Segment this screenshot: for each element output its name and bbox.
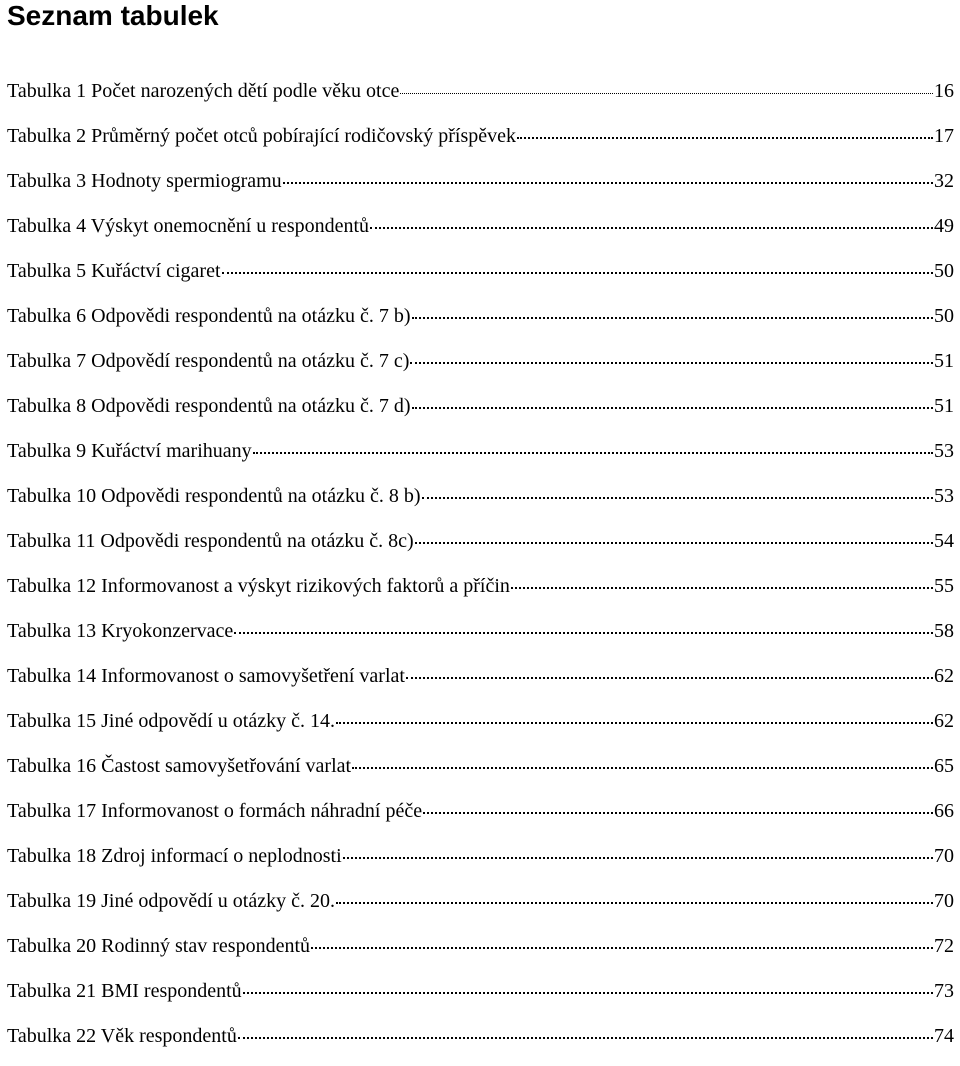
list-item[interactable] [7,481,954,526]
entry-page-number: 54 [934,530,954,552]
list-item[interactable] [7,616,954,661]
entry-label: Tabulka 9 Kuřáctví marihuany [7,440,252,462]
dot-leader [238,1037,933,1039]
dot-leader [517,137,933,139]
entry-page-number: 32 [934,170,954,192]
table-list [7,32,954,1066]
dot-leader [415,542,933,544]
list-item[interactable] [7,931,954,976]
list-item[interactable] [7,1021,954,1066]
entry-page-number: 50 [934,260,954,282]
dot-leader [400,93,933,94]
entry-page-number: 72 [934,935,954,957]
entry-page-number: 53 [934,440,954,462]
dot-leader [410,362,933,364]
entry-page-number: 66 [934,800,954,822]
entry-label: Tabulka 17 Informovanost o formách náhradní péče [7,800,423,822]
list-item[interactable] [7,886,954,931]
dot-leader [311,947,933,949]
entry-label: Tabulka 14 Informovanost o samovyšetření varlat [7,665,405,687]
entry-label: Tabulka 18 Zdroj informací o neplodnosti [7,845,342,867]
entry-page-number: 73 [934,980,954,1002]
entry-page-number: 17 [934,125,954,147]
entry-page-number: 58 [934,620,954,642]
entry-label: Tabulka 2 Průměrný počet otců pobírající rodičovský příspěvek [7,125,517,147]
entry-page-number: 62 [934,665,954,687]
dot-leader [370,227,933,229]
list-item[interactable] [7,571,954,616]
entry-label: Tabulka 20 Rodinný stav respondentů [7,935,310,957]
list-item[interactable] [7,346,954,391]
entry-label: Tabulka 10 Odpovědi respondentů na otázku č. 8 b) [7,485,421,507]
entry-label: Tabulka 21 BMI respondentů [7,980,242,1002]
entry-label: Tabulka 11 Odpovědi respondentů na otázku č. 8c) [7,530,414,552]
dot-leader [243,992,933,994]
list-item[interactable] [7,391,954,436]
list-item[interactable] [7,751,954,796]
entry-label: Tabulka 16 Častost samovyšetřování varlat [7,755,352,777]
dot-leader [406,677,933,679]
entry-page-number: 53 [934,485,954,507]
entry-page-number: 55 [934,575,954,597]
entry-label: Tabulka 19 Jiné odpovědí u otázky č. 20. [7,890,335,912]
entry-page-number: 65 [934,755,954,777]
entry-page-number: 70 [934,890,954,912]
entry-page-number: 49 [934,215,954,237]
entry-label: Tabulka 13 Kryokonzervace [7,620,234,642]
list-item[interactable] [7,841,954,886]
list-item[interactable] [7,256,954,301]
entry-label: Tabulka 3 Hodnoty spermiogramu [7,170,282,192]
list-item[interactable] [7,526,954,571]
list-item[interactable] [7,706,954,751]
list-item[interactable] [7,436,954,481]
entry-label: Tabulka 22 Věk respondentů [7,1025,237,1047]
entry-label: Tabulka 1 Počet narozených dětí podle věku otce [7,80,400,102]
dot-leader [343,857,933,859]
entry-page-number: 74 [934,1025,954,1047]
list-item[interactable] [7,976,954,1021]
list-item[interactable] [7,166,954,211]
entry-label: Tabulka 6 Odpovědi respondentů na otázku č. 7 b) [7,305,411,327]
dot-leader [412,407,934,409]
list-item[interactable] [7,76,954,121]
list-item[interactable] [7,796,954,841]
dot-leader [422,497,934,499]
dot-leader [253,452,933,454]
entry-page-number: 50 [934,305,954,327]
list-item[interactable] [7,661,954,706]
dot-leader [336,902,933,904]
entry-page-number: 70 [934,845,954,867]
entry-label: Tabulka 8 Odpovědi respondentů na otázku č. 7 d) [7,395,411,417]
dot-leader [283,182,933,184]
dot-leader [352,767,933,769]
list-item[interactable] [7,211,954,256]
entry-label: Tabulka 15 Jiné odpovědí u otázky č. 14. [7,710,335,732]
entry-page-number: 16 [934,80,954,102]
entry-label: Tabulka 12 Informovanost a výskyt rizikových faktorů a příčin [7,575,510,597]
dot-leader [234,632,933,634]
dot-leader [511,587,933,589]
entry-page-number: 51 [934,350,954,372]
dot-leader [222,272,933,274]
list-item[interactable] [7,301,954,346]
page-title: Seznam tabulek [7,0,219,31]
dot-leader [336,722,933,724]
list-item[interactable] [7,121,954,166]
entry-page-number: 51 [934,395,954,417]
entry-page-number: 62 [934,710,954,732]
dot-leader [423,812,933,814]
entry-label: Tabulka 5 Kuřáctví cigaret [7,260,221,282]
entry-label: Tabulka 4 Výskyt onemocnění u respondentů [7,215,370,237]
entry-label: Tabulka 7 Odpovědí respondentů na otázku č. 7 c) [7,350,410,372]
dot-leader [412,317,934,319]
